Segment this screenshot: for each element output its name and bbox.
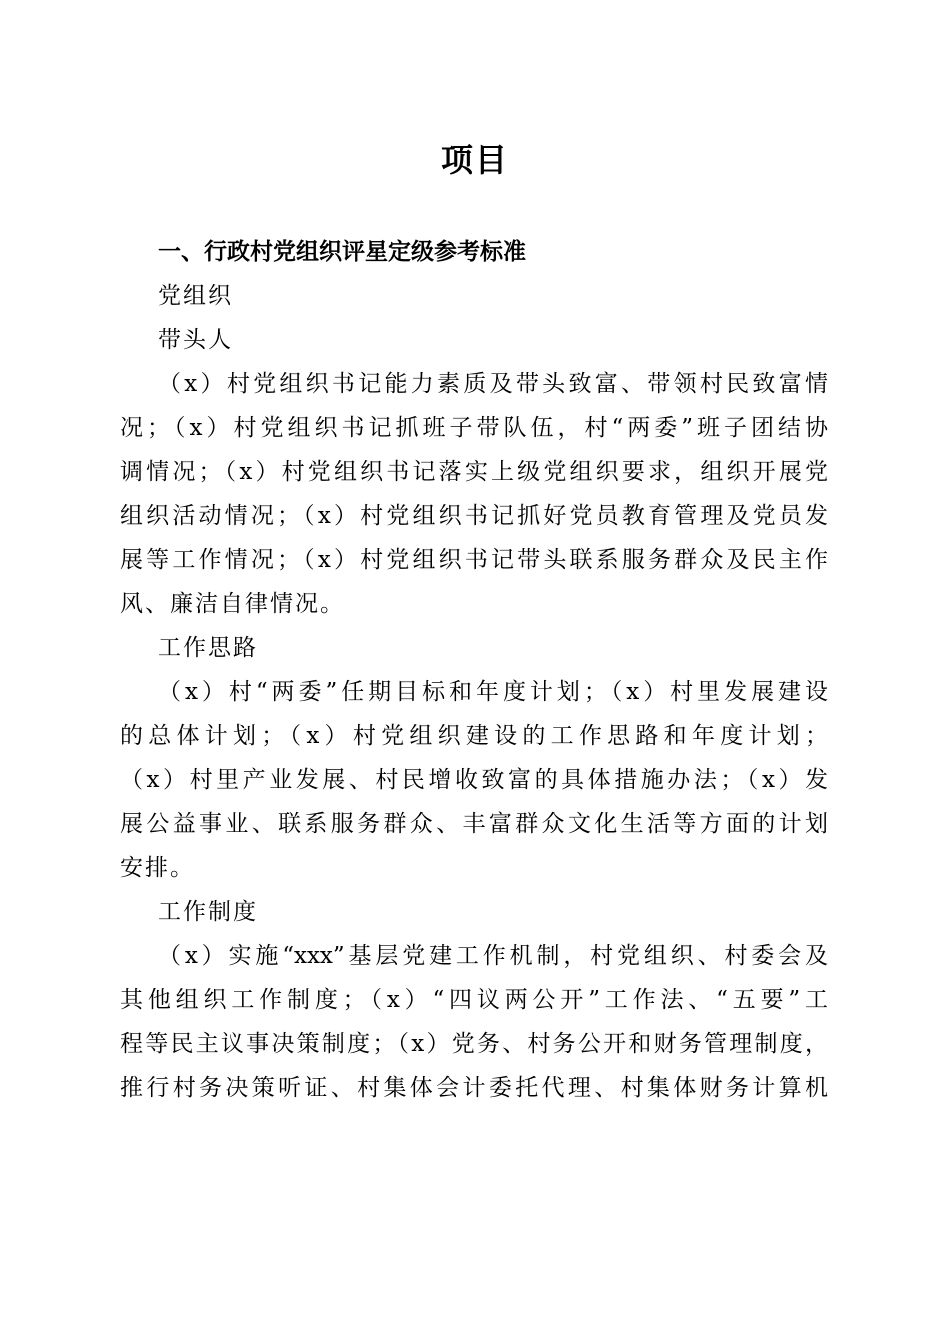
paragraph-line: 风、廉洁自律情况。 — [120, 591, 345, 617]
document-body — [120, 230, 828, 1110]
paragraph-line: 其他组织工作制度；（x）“四议两公开”工作法、“五要”工 — [120, 987, 828, 1013]
paragraph-line: 程等民主议事决策制度；（x）党务、村务公开和财务管理制度， — [120, 1031, 828, 1057]
paragraph-line: 况；（x）村党组织书记抓班子带队伍，村“两委”班子团结协 — [120, 415, 828, 441]
paragraph-line: 展公益事业、联系服务群众、丰富群众文化生活等方面的计划 — [120, 811, 828, 837]
section-heading: 一、行政村党组织评星定级参考标准 — [158, 239, 526, 265]
subheading-party-organization: 党组织 — [158, 283, 233, 309]
subheading-work-ideas: 工作思路 — [158, 635, 258, 661]
paragraph-line: 推行村务决策听证、村集体会计委托代理、村集体财务计算机 — [120, 1075, 828, 1101]
subheading-work-system: 工作制度 — [158, 899, 258, 925]
paragraph-work-ideas — [120, 670, 828, 890]
document-title: 项目 — [440, 141, 509, 179]
paragraph-line: （x）村里产业发展、村民增收致富的具体措施办法；（x）发 — [120, 767, 828, 793]
paragraph-line: 安排。 — [120, 855, 195, 881]
paragraph-line: 组织活动情况；（x）村党组织书记抓好党员教育管理及党员发 — [120, 503, 828, 529]
paragraph-line: 的总体计划；（x）村党组织建设的工作思路和年度计划； — [120, 723, 828, 749]
paragraph-line: （x）实施“xxx”基层党建工作机制，村党组织、村委会及 — [158, 943, 828, 969]
paragraph-line: （x）村“两委”任期目标和年度计划；（x）村里发展建设 — [158, 679, 828, 705]
paragraph-work-system — [120, 934, 828, 1110]
paragraph-line: 调情况；（x）村党组织书记落实上级党组织要求，组织开展党 — [120, 459, 828, 485]
subheading-leader: 带头人 — [158, 327, 233, 353]
paragraph-line: （x）村党组织书记能力素质及带头致富、带领村民致富情 — [158, 371, 828, 397]
paragraph-leader — [120, 362, 828, 626]
paragraph-line: 展等工作情况；（x）村党组织书记带头联系服务群众及民主作 — [120, 547, 828, 573]
